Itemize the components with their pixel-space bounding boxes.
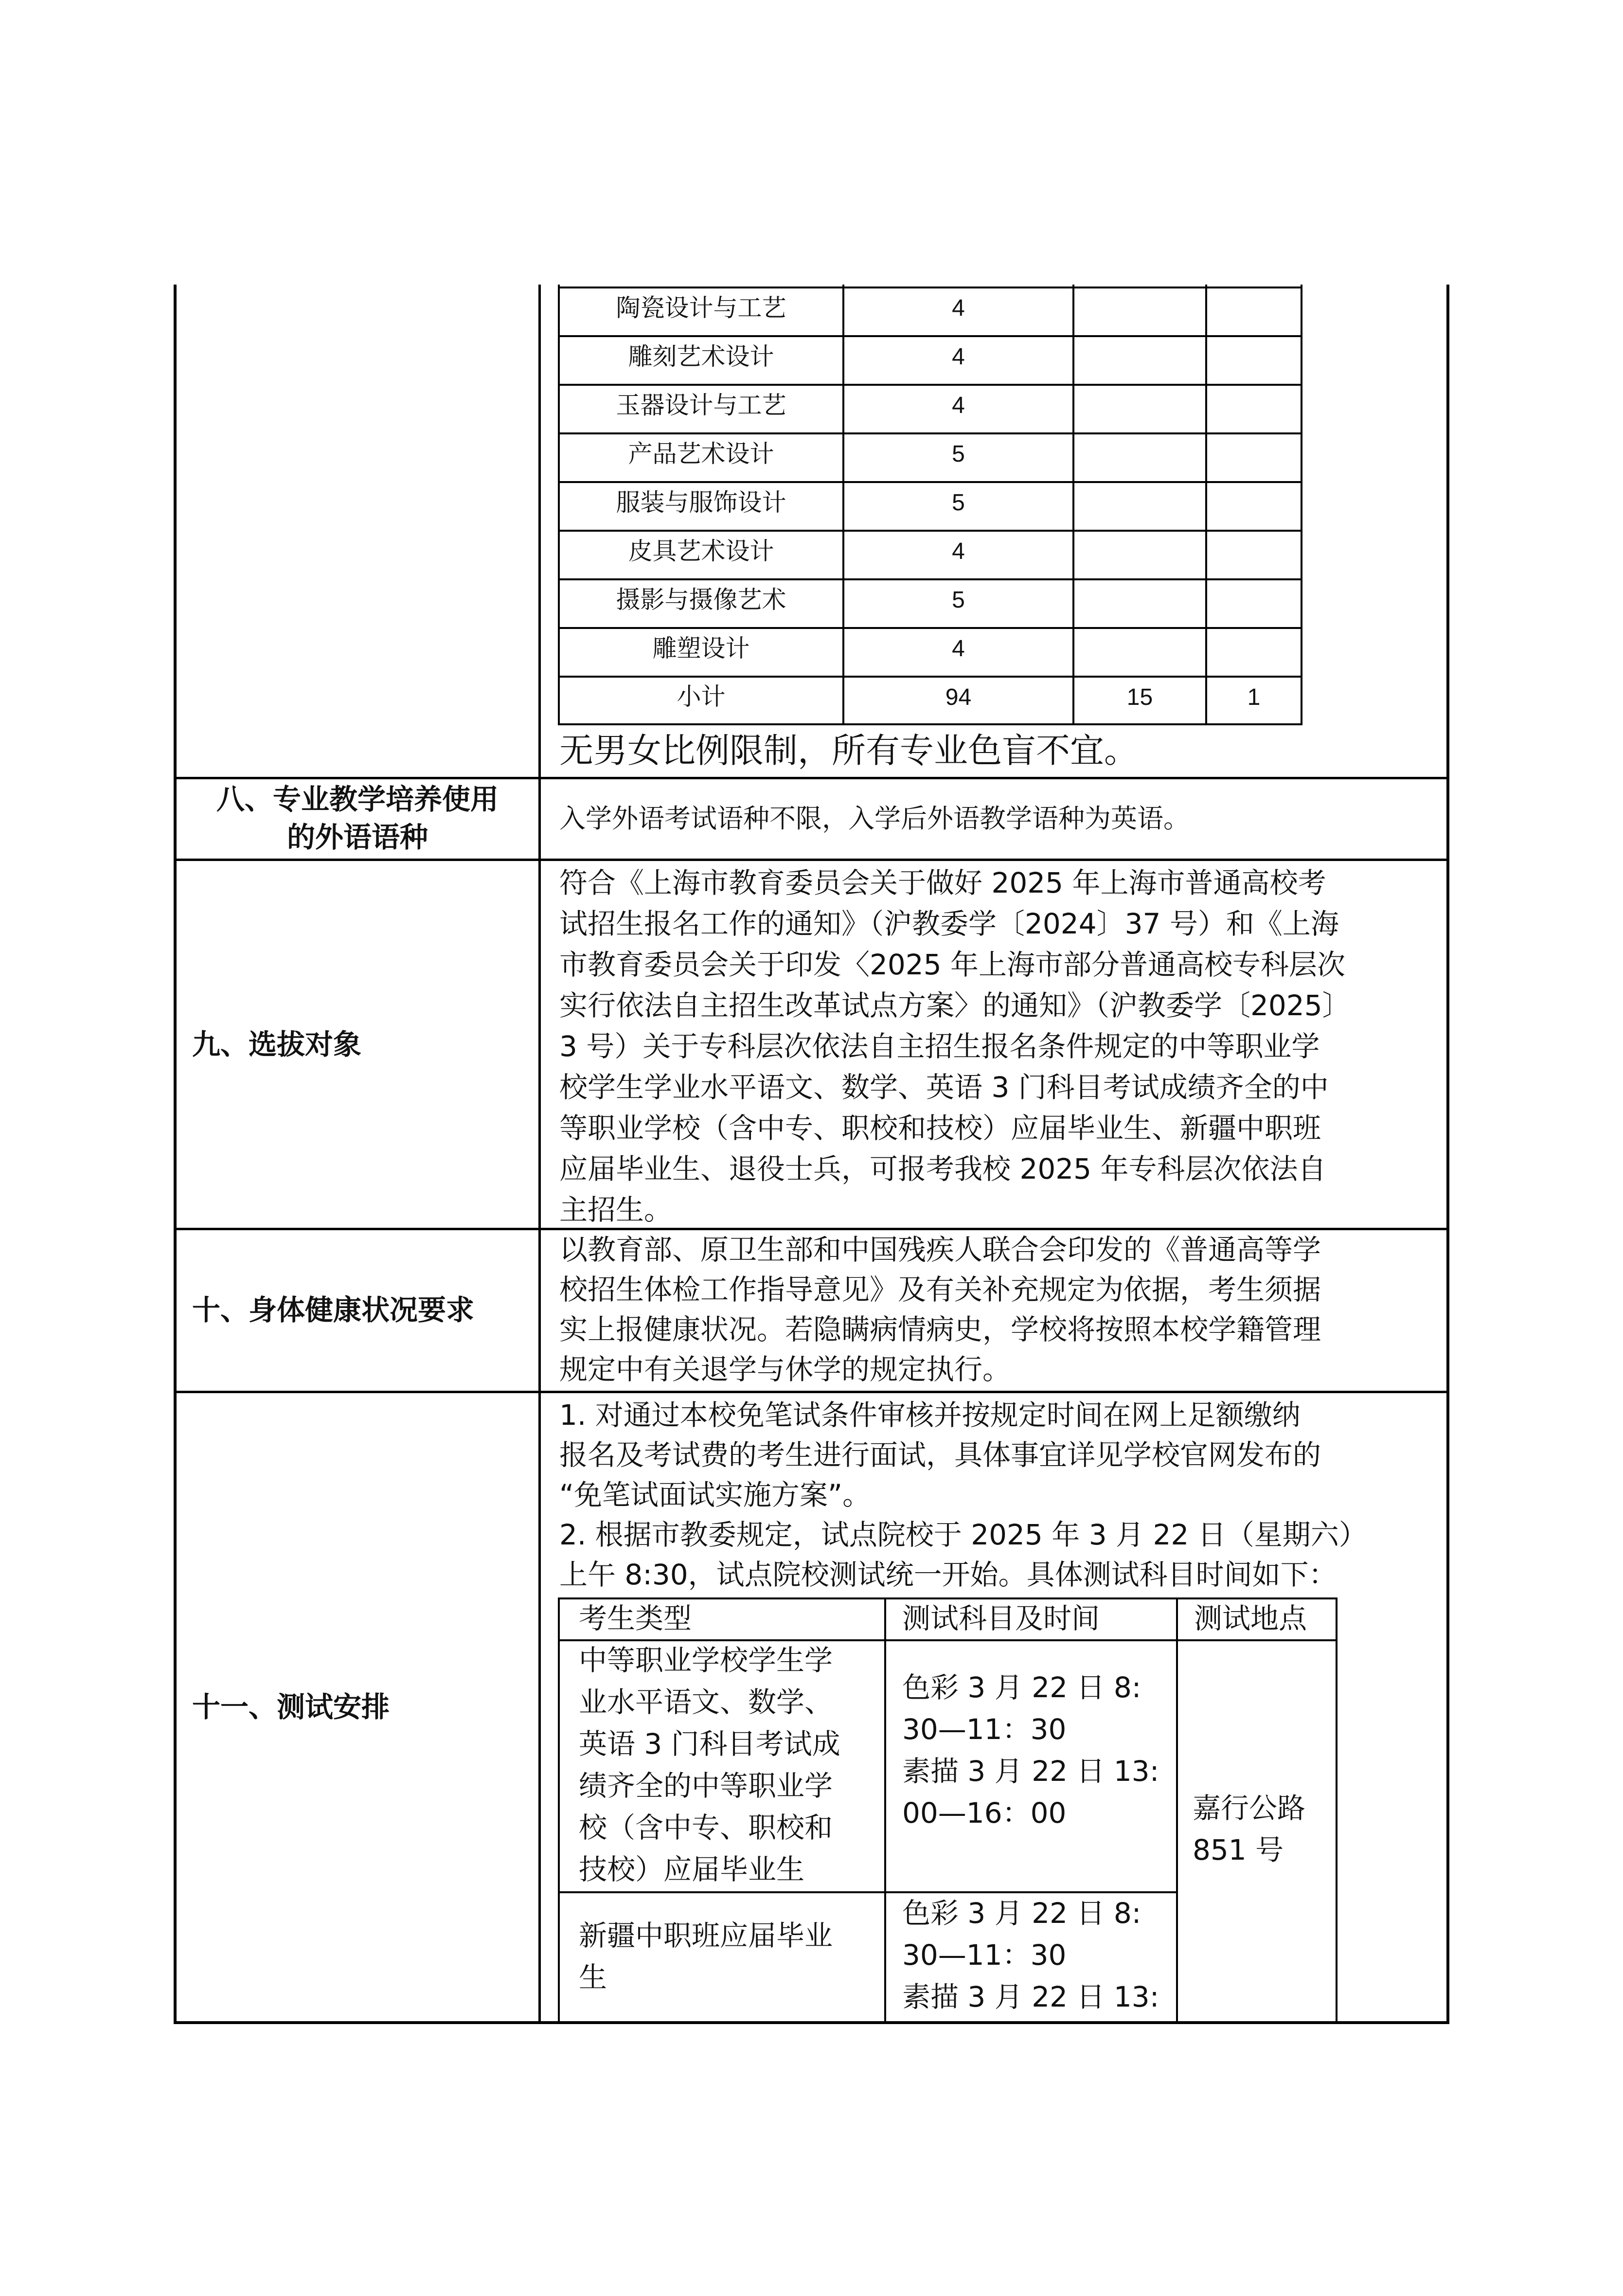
schedule-table-col-line [1336, 1597, 1338, 2023]
section-9-line: 校学生学业水平语文、数学、英语 3 门科目考试成绩齐全的中 [559, 1071, 1329, 1104]
major-name: 陶瓷设计与工艺 [616, 294, 786, 322]
major-name: 摄影与摄像艺术 [616, 586, 786, 614]
section-divider-8-top [174, 777, 1449, 779]
schedule-row1-type-line: 校（含中专、职校和 [579, 1811, 833, 1844]
schedule-header-location: 测试地点 [1194, 1602, 1307, 1635]
majors-table-row-line [558, 723, 1302, 725]
major-count: 4 [952, 295, 965, 321]
schedule-row1-type-line: 绩齐全的中等职业学 [579, 1769, 833, 1802]
majors-table-row-line [558, 578, 1302, 580]
section-9-line: 实行依法自主招生改革试点方案〉的通知》（沪教委学〔2025〕 [559, 989, 1351, 1022]
section-8-label-line2: 的外语语种 [286, 821, 428, 854]
schedule-table-row-line [558, 1639, 1338, 1641]
section-10-line: 实上报健康状况。若隐瞒病情病史，学校将按照本校学籍管理 [559, 1313, 1321, 1346]
subtotal-col4: 1 [1247, 684, 1261, 710]
section-10-line: 规定中有关退学与休学的规定执行。 [559, 1353, 1011, 1386]
subtotal-label: 小计 [677, 682, 726, 711]
majors-table-row-line [558, 287, 1302, 288]
schedule-location-line: 851 号 [1193, 1833, 1284, 1866]
section-9-line: 3 号）关于专科层次依法自主招生报名条件规定的中等职业学 [559, 1030, 1320, 1063]
section-divider-11-top [174, 1391, 1449, 1393]
outer-bottom-border [174, 2021, 1449, 2024]
schedule-row2-type-line: 新疆中职班应届毕业 [579, 1919, 833, 1952]
major-name: 雕刻艺术设计 [628, 342, 774, 371]
major-name: 雕塑设计 [652, 634, 750, 663]
major-count: 5 [952, 587, 965, 613]
majors-table-row-line [558, 530, 1302, 532]
schedule-table-row-line [558, 1597, 1338, 1599]
schedule-row1-time-line: 00—16：00 [902, 1796, 1067, 1830]
schedule-location-line: 嘉行公路 [1193, 1792, 1306, 1825]
majors-table-row-line [558, 627, 1302, 629]
schedule-row2-time-line: 素描 3 月 22 日 13: [902, 1980, 1159, 2013]
label-column-divider [538, 285, 541, 2024]
major-name: 产品艺术设计 [628, 440, 774, 468]
section-11-line: “免笔试面试实施方案”。 [559, 1478, 871, 1511]
section-9-line: 等职业学校（含中专、职校和技校）应届毕业生、新疆中职班 [559, 1112, 1321, 1145]
section-8-content: 入学外语考试语种不限，入学后外语教学语种为英语。 [559, 803, 1190, 834]
gender-colorblind-note: 无男女比例限制，所有专业色盲不宜。 [559, 731, 1138, 771]
major-count: 4 [952, 538, 965, 564]
schedule-row2-type-line: 生 [579, 1961, 607, 1994]
major-name: 皮具艺术设计 [628, 537, 774, 565]
major-count: 4 [952, 344, 965, 370]
section-9-line: 主招生。 [559, 1193, 673, 1226]
section-10-label: 十、身体健康状况要求 [192, 1293, 475, 1327]
schedule-row1-time-line: 色彩 3 月 22 日 8: [902, 1671, 1141, 1704]
major-name: 玉器设计与工艺 [616, 391, 786, 419]
schedule-header-time: 测试科目及时间 [902, 1602, 1100, 1635]
section-11-line: 报名及考试费的考生进行面试，具体事宜详见学校官网发布的 [559, 1438, 1321, 1471]
schedule-table-row-line [558, 1891, 1178, 1893]
section-8-label-line1: 八、专业教学培养使用 [216, 783, 499, 816]
majors-table-row-line [558, 481, 1302, 483]
major-name: 服装与服饰设计 [616, 488, 786, 517]
schedule-table-col-line [884, 1597, 886, 2023]
schedule-row1-time-line: 30—11：30 [902, 1713, 1067, 1746]
section-10-line: 以教育部、原卫生部和中国残疾人联合会印发的《普通高等学 [559, 1233, 1321, 1266]
schedule-table-col-line [1176, 1597, 1178, 2023]
section-9-line: 试招生报名工作的通知》（沪教委学〔2024〕37 号）和《上海 [559, 907, 1339, 940]
section-divider-10-top [174, 1228, 1449, 1230]
major-count: 4 [952, 636, 965, 662]
major-count: 4 [952, 393, 965, 418]
majors-table-row-line [558, 335, 1302, 337]
section-11-label: 十一、测试安排 [192, 1690, 390, 1723]
schedule-header-type: 考生类型 [579, 1602, 692, 1635]
outer-right-border [1446, 285, 1449, 2024]
section-9-line: 应届毕业生、退役士兵，可报考我校 2025 年专科层次依法自 [559, 1152, 1326, 1185]
schedule-row1-type-line: 业水平语文、数学、 [579, 1686, 833, 1719]
schedule-table-col-line [558, 1597, 560, 2023]
majors-table-col-line [1301, 285, 1302, 725]
section-9-label: 九、选拔对象 [192, 1028, 362, 1061]
section-divider-9-top [174, 859, 1449, 861]
major-count: 5 [952, 441, 965, 467]
schedule-row2-time-line: 色彩 3 月 22 日 8: [902, 1897, 1141, 1930]
schedule-row1-time-line: 素描 3 月 22 日 13: [902, 1755, 1159, 1788]
majors-table-col-line [1205, 285, 1207, 725]
subtotal-col3: 15 [1126, 684, 1153, 710]
subtotal-count: 94 [945, 684, 972, 710]
majors-table-row-line [558, 432, 1302, 434]
schedule-row1-type-line: 技校）应届毕业生 [579, 1853, 805, 1886]
schedule-row1-type-line: 中等职业学校学生学 [579, 1644, 833, 1677]
majors-table-row-line [558, 676, 1302, 678]
schedule-row2-time-line: 30—11：30 [902, 1938, 1067, 1972]
schedule-row1-type-line: 英语 3 门科目考试成 [579, 1727, 840, 1760]
major-count: 5 [952, 490, 965, 516]
majors-table-col-line [1072, 285, 1074, 725]
outer-left-border [174, 285, 177, 2024]
section-9-line: 符合《上海市教育委员会关于做好 2025 年上海市普通高校考 [559, 866, 1326, 899]
section-11-line: 1. 对通过本校免笔试条件审核并按规定时间在网上足额缴纳 [559, 1399, 1301, 1432]
section-9-line: 市教育委员会关于印发〈2025 年上海市部分普通高校专科层次 [559, 948, 1346, 981]
majors-table-row-line [558, 384, 1302, 386]
section-10-line: 校招生体检工作指导意见》及有关补充规定为依据，考生须据 [559, 1273, 1321, 1306]
section-11-line: 2. 根据市教委规定，试点院校于 2025 年 3 月 22 日（星期六） [559, 1518, 1367, 1551]
section-11-line: 上午 8:30，试点院校测试统一开始。具体测试科目时间如下： [559, 1558, 1337, 1591]
